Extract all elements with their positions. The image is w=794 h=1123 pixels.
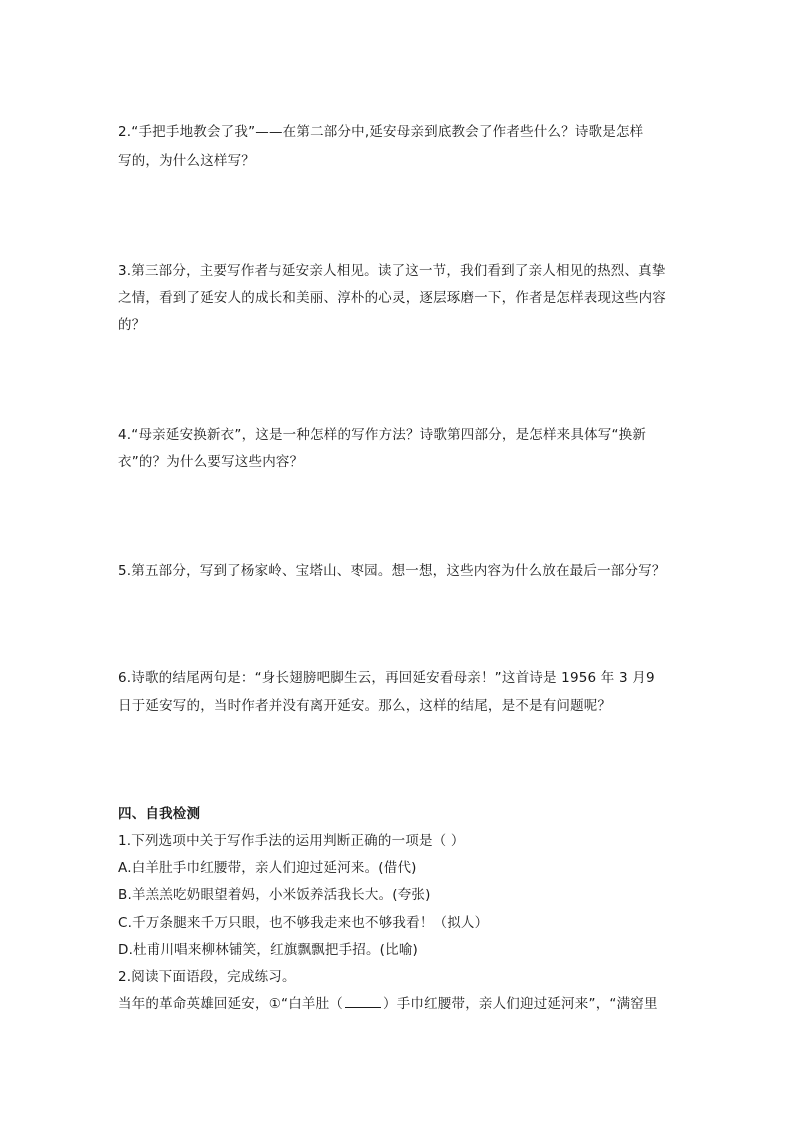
question-2-line-1: 2.“手把手地教会了我”——在第二部分中,延安母亲到底教会了作者些什么？诗歌是怎样 [118, 124, 644, 140]
question-3-line-3: 的？ [118, 317, 146, 333]
fill-in-blank [345, 995, 381, 1008]
question-3-line-1: 3.第三部分，主要写作者与延安亲人相见。读了这一节，我们看到了亲人相见的热烈、真挚 [118, 263, 666, 279]
option-b: B.羊羔羔吃奶眼望着妈，小米饭养活我长大。(夸张) [118, 887, 431, 903]
question-6-line-1: 6.诗歌的结尾两句是：“身长翅膀吧脚生云，再回延安看母亲！”这首诗是 1956 年 3 月9 [118, 670, 655, 686]
passage-text-after: ）手巾红腰带，亲人们迎过延河来”，“满窑里 [383, 996, 658, 1012]
section-4-item-2: 2.阅读下面语段，完成练习。 [118, 969, 296, 985]
passage-line [118, 994, 658, 1014]
section-4-heading: 四、自我检测 [118, 806, 201, 822]
question-6-line-2: 日于延安写的，当时作者并没有离开延安。那么，这样的结尾，是不是有问题呢？ [118, 698, 612, 714]
question-3-line-2: 之情，看到了延安人的成长和美丽、淳朴的心灵，逐层琢磨一下，作者是怎样表现这些内容 [118, 290, 666, 306]
section-4-item-1: 1.下列选项中关于写作手法的运用判断正确的一项是（ ） [118, 833, 465, 849]
question-4-line-2: 衣”的？为什么要写这些内容？ [118, 454, 304, 470]
option-d: D.杜甫川唱来柳林铺笑，红旗飘飘把手招。(比喻) [118, 942, 419, 958]
question-2-line-2: 写的，为什么这样写？ [118, 153, 255, 169]
question-4-line-1: 4.“母亲延安换新衣”，这是一种怎样的写作方法？诗歌第四部分，是怎样来具体写“换新 [118, 427, 647, 443]
option-a: A.白羊肚手巾红腰带，亲人们迎过延河来。(借代) [118, 860, 417, 876]
option-c: C.千万条腿来千万只眼，也不够我走来也不够我看！（拟人） [118, 915, 489, 931]
passage-text-before: 当年的革命英雄回延安，①“白羊肚（ [118, 996, 343, 1012]
question-5-line-1: 5.第五部分，写到了杨家岭、宝塔山、枣园。想一想，这些内容为什么放在最后一部分写？ [118, 563, 666, 579]
